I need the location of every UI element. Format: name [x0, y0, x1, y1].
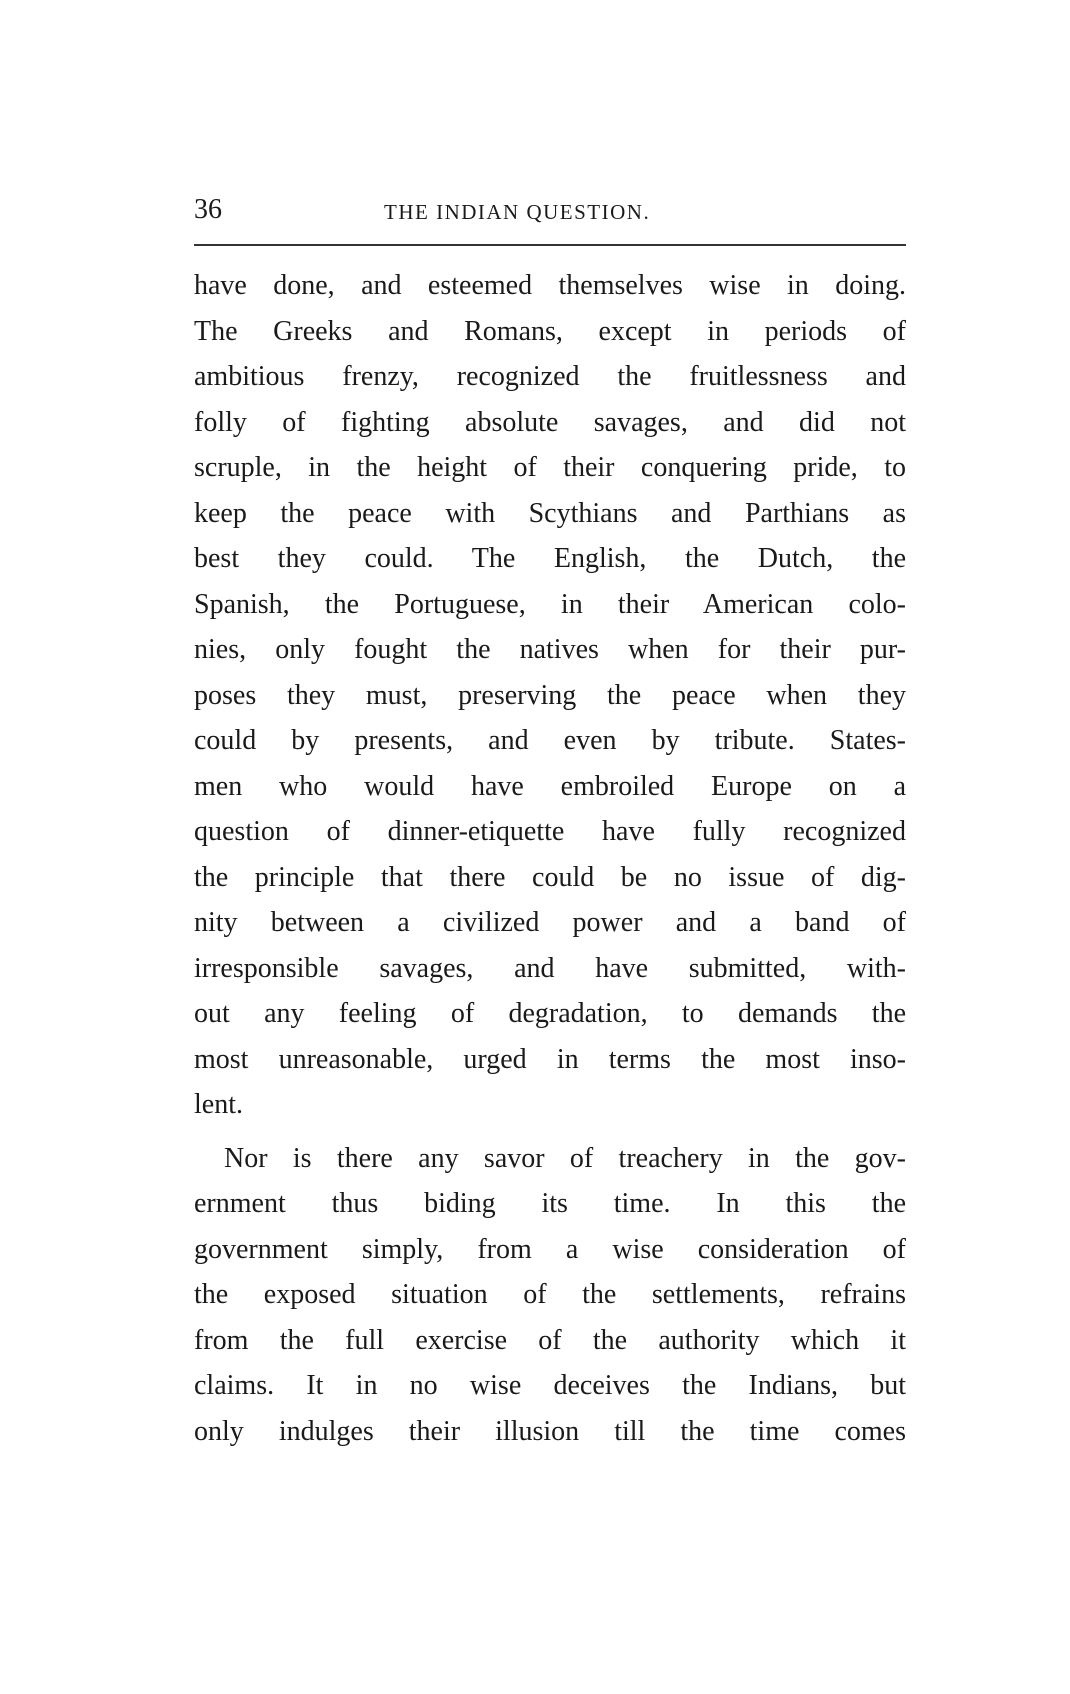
text-line: the exposed situation of the settlements, refrains [194, 1279, 906, 1310]
page-header [194, 190, 906, 230]
page-number: 36 [194, 194, 222, 225]
paragraph-gap [194, 1128, 906, 1136]
text-line: scruple, in the height of their conquering pride, to [194, 452, 906, 483]
text-line: keep the peace with Scythians and Parthians as [194, 497, 906, 529]
text-line: from the full exercise of the authority which it [194, 1324, 906, 1356]
text-line: Spanish, the Portuguese, in their American colo- [194, 588, 906, 620]
paragraph-1 [194, 263, 906, 1128]
text-line: ambitious frenzy, recognized the fruitlessness and [194, 361, 906, 392]
text-line: folly of fighting absolute savages, and did not [194, 406, 906, 438]
text-line: question of dinner-etiquette have fully recognized [194, 816, 906, 847]
text-line: Nor is there any savor of treachery in the gov- [224, 1142, 906, 1174]
text-line: the principle that there could be no issue of dig- [194, 861, 906, 893]
paragraph-2 [194, 1136, 906, 1455]
text-line: The Greeks and Romans, except in periods of [194, 315, 906, 347]
text-line: have done, and esteemed themselves wise in doing. [194, 270, 906, 301]
text-line: best they could. The English, the Dutch, the [194, 543, 906, 574]
text-line: poses they must, preserving the peace when they [194, 679, 906, 711]
text-line: ernment thus biding its time. In this the [194, 1188, 906, 1219]
text-line: out any feeling of degradation, to demands the [194, 998, 906, 1029]
text-line: men who would have embroiled Europe on a [194, 770, 906, 802]
text-line: nies, only fought the natives when for their pur- [194, 634, 906, 665]
body-text [194, 263, 906, 1454]
text-line: could by presents, and even by tribute. States- [194, 725, 906, 756]
text-line: lent. [194, 1089, 243, 1120]
text-line: most unreasonable, urged in terms the most inso- [194, 1043, 906, 1075]
text-line: nity between a civilized power and a band of [194, 907, 906, 938]
running-head: THE INDIAN QUESTION. [384, 200, 651, 224]
header-rule [194, 244, 906, 246]
text-line: irresponsible savages, and have submitted, with- [194, 952, 906, 984]
text-line: only indulges their illusion till the time comes [194, 1415, 906, 1447]
text-line: claims. It in no wise deceives the Indians, but [194, 1370, 906, 1401]
text-line: government simply, from a wise consideration of [194, 1233, 906, 1265]
